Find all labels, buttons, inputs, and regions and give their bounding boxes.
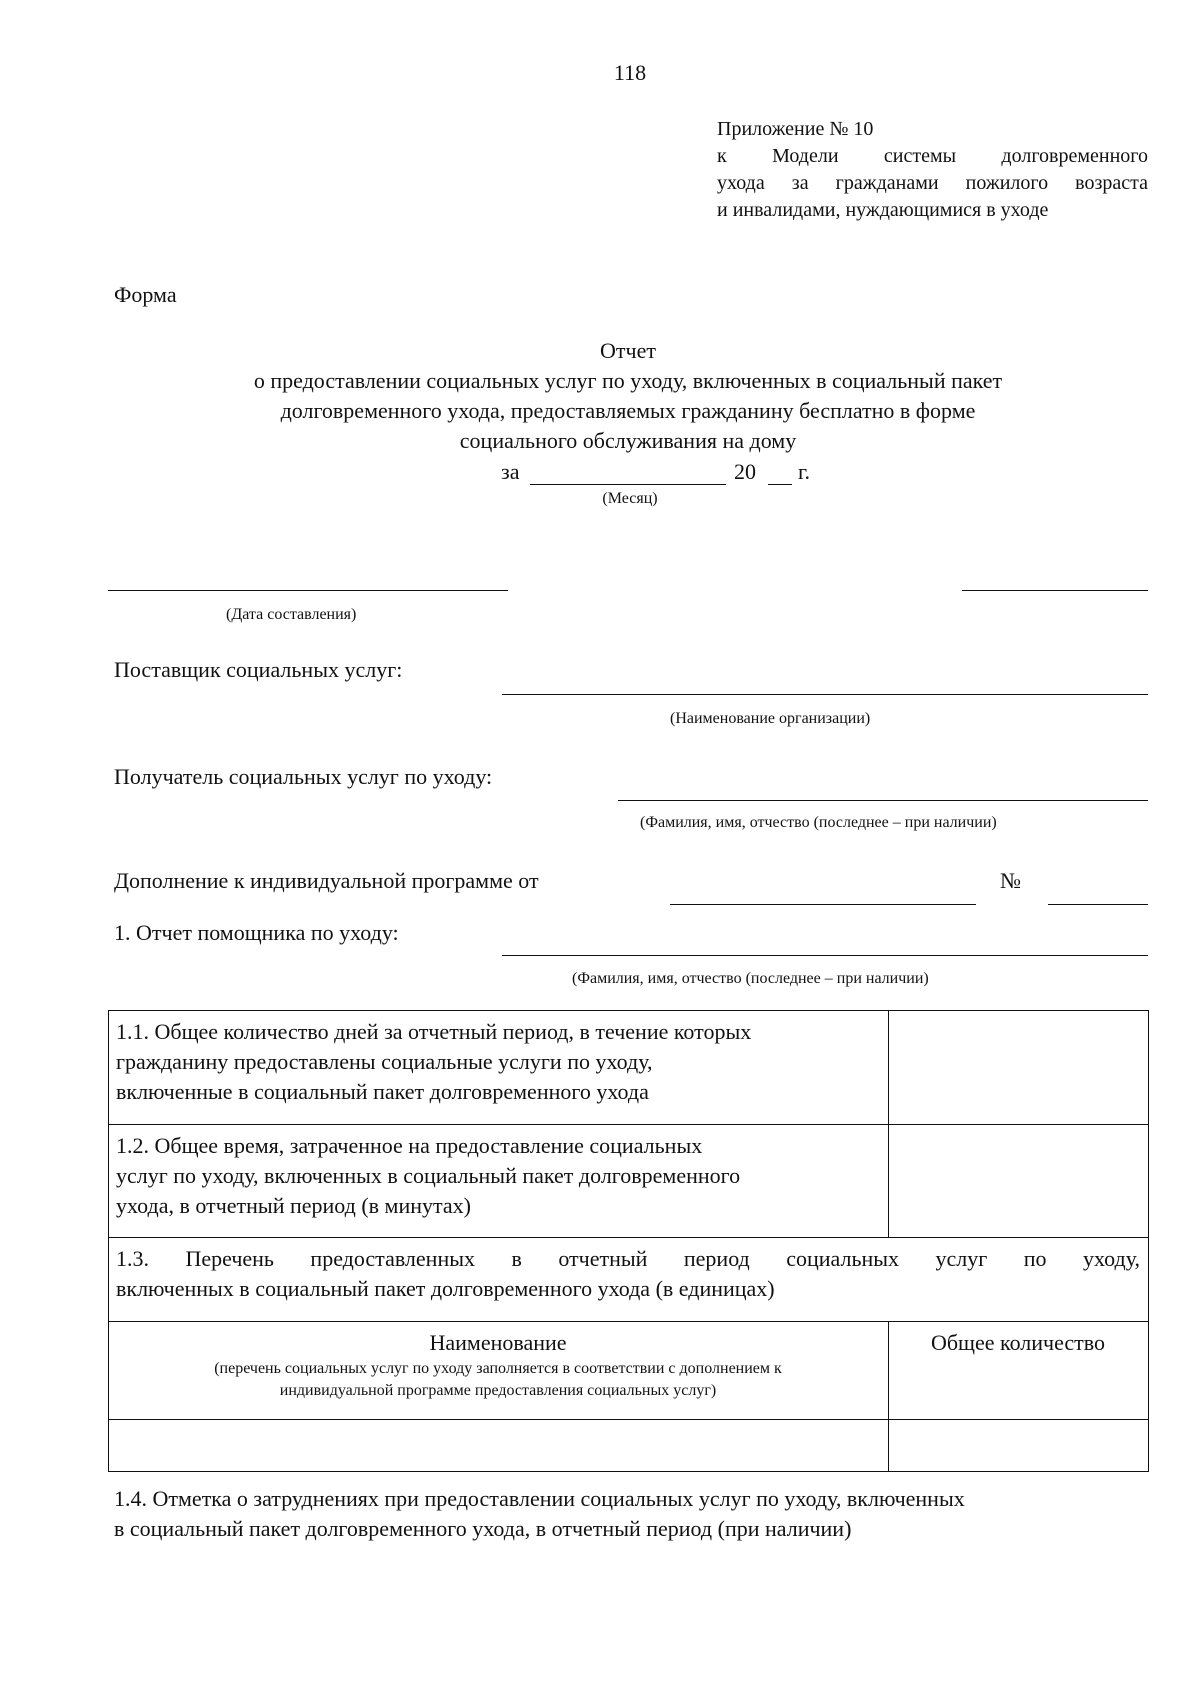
row-1-2-value[interactable]	[889, 1125, 1149, 1238]
provider-caption: (Наименование организации)	[670, 710, 871, 727]
report-table	[108, 1010, 1149, 1472]
report-title-line-1: о предоставлении социальных услуг по уходу, включенных в социальный пакет	[253, 368, 1003, 393]
service-quantity-cell[interactable]	[889, 1420, 1149, 1472]
services-name-header	[109, 1322, 889, 1420]
row-1-3-line-1: 1.3. Перечень предоставленных в отчетный период социальных услуг по уходу,	[116, 1246, 1140, 1271]
report-title	[108, 336, 1148, 456]
row-1-1-line-3: включенные в социальный пакет долговременного ухода	[116, 1079, 649, 1104]
year-suffix: г.	[798, 459, 811, 484]
services-header-row	[109, 1322, 1149, 1420]
date-field[interactable]	[108, 590, 508, 591]
report-title-line-2: долговременного ухода, предоставляемых гражданину бесплатно в форме	[280, 398, 976, 423]
year-prefix: 20	[734, 459, 756, 484]
form-label: Форма	[114, 282, 177, 307]
difficulties-line-2: в социальный пакет долговременного ухода, в отчетный период (при наличии)	[114, 1516, 852, 1541]
table-row-1-2	[109, 1125, 1149, 1238]
supplement-label: Дополнение к индивидуальной программе от	[114, 868, 539, 893]
appendix-line-1: к Модели системы долговременного	[717, 145, 1148, 167]
supplement-number-field[interactable]	[1048, 904, 1148, 905]
report-title-line-3: социального обслуживания на дому	[459, 428, 797, 453]
appendix-line-3: и инвалидами, нуждающимися в уходе	[717, 199, 1049, 221]
supplement-date-field[interactable]	[670, 904, 976, 905]
row-1-2-line-3: ухода, в отчетный период (в минутах)	[116, 1193, 471, 1218]
year-field[interactable]	[768, 484, 792, 485]
row-1-1-text	[109, 1011, 889, 1125]
assistant-label: 1. Отчет помощника по уходу:	[114, 920, 399, 945]
appendix-title: Приложение № 10	[717, 118, 874, 140]
table-row-1-3	[109, 1238, 1149, 1322]
date-caption: (Дата составления)	[226, 606, 357, 623]
assistant-caption: (Фамилия, имя, отчество (последнее – при наличии)	[572, 970, 929, 987]
recipient-caption: (Фамилия, имя, отчество (последнее – при наличии)	[640, 814, 997, 831]
number-sign: №	[1000, 868, 1021, 893]
assistant-name-field[interactable]	[502, 955, 1148, 956]
services-name-title: Наименование	[429, 1330, 567, 1355]
table-row-1-1	[109, 1011, 1149, 1125]
services-empty-row	[109, 1420, 1149, 1472]
row-1-2-line-2: услуг по уходу, включенных в социальный пакет долговременного	[116, 1163, 741, 1188]
row-1-1-line-2: гражданину предоставлены социальные услуги по уходу,	[116, 1049, 653, 1074]
services-note-line-1: (перечень социальных услуг по уходу заполняется в соответствии с дополнением к	[214, 1360, 782, 1377]
provider-label: Поставщик социальных услуг:	[114, 657, 403, 682]
row-1-2-line-1: 1.2. Общее время, затраченное на предоставление социальных	[116, 1133, 703, 1158]
provider-name-field[interactable]	[502, 694, 1148, 695]
number-field-top[interactable]	[962, 590, 1148, 591]
service-name-cell[interactable]	[109, 1420, 889, 1472]
month-caption: (Месяц)	[602, 490, 658, 507]
services-quantity-header: Общее количество	[889, 1322, 1149, 1420]
report-heading: Отчет	[600, 338, 656, 363]
row-1-3-line-2: включенных в социальный пакет долговременного ухода (в единицах)	[116, 1276, 775, 1301]
recipient-label: Получатель социальных услуг по уходу:	[114, 764, 493, 789]
appendix-line-2: ухода за гражданами пожилого возраста	[717, 172, 1148, 194]
row-1-3-text	[109, 1238, 1149, 1322]
appendix-block	[717, 116, 1148, 224]
row-1-2-text	[109, 1125, 889, 1238]
period-prefix: за	[501, 459, 520, 484]
difficulties-block	[114, 1484, 1154, 1544]
month-field[interactable]	[530, 484, 726, 485]
page-number: 118	[613, 60, 647, 85]
services-note-line-2: индивидуальной программе предоставления социальных услуг)	[279, 1382, 717, 1399]
row-1-1-value[interactable]	[889, 1011, 1149, 1125]
row-1-1-line-1: 1.1. Общее количество дней за отчетный период, в течение которых	[116, 1019, 752, 1044]
difficulties-line-1: 1.4. Отметка о затруднениях при предоставлении социальных услуг по уходу, включенных	[114, 1486, 965, 1511]
recipient-name-field[interactable]	[618, 800, 1148, 801]
